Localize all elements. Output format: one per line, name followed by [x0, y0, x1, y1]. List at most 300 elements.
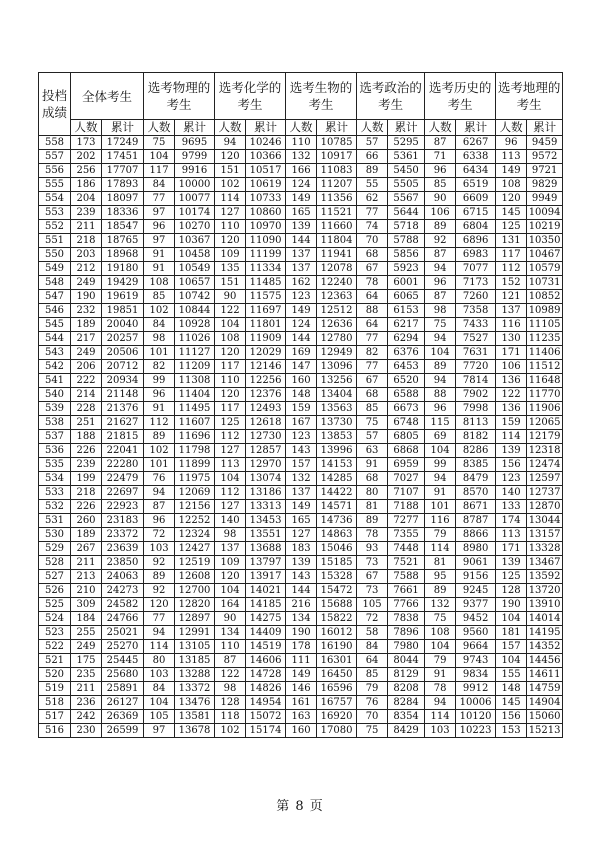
cumulative-cell: 16190 [317, 640, 357, 654]
count-header: 人数 [357, 120, 388, 136]
score-cell: 552 [39, 220, 71, 234]
cumulative-cell: 9572 [527, 150, 563, 164]
cumulative-cell: 13372 [175, 682, 215, 696]
score-cell: 517 [39, 710, 71, 724]
cumulative-cell: 22280 [102, 458, 144, 472]
count-cell: 84 [144, 318, 175, 332]
cumulative-cell: 13688 [246, 542, 286, 556]
count-cell: 181 [496, 626, 527, 640]
cumulative-cell: 6294 [388, 332, 425, 346]
cumulative-cell: 14863 [317, 528, 357, 542]
score-cell: 543 [39, 346, 71, 360]
count-cell: 211 [71, 556, 102, 570]
count-cell: 73 [357, 556, 388, 570]
cumulative-cell: 16301 [317, 654, 357, 668]
cumulative-cell: 20040 [102, 318, 144, 332]
count-cell: 167 [286, 416, 317, 430]
count-cell: 137 [286, 262, 317, 276]
count-cell: 94 [144, 626, 175, 640]
cumulative-cell: 25270 [102, 640, 144, 654]
cumulative-cell: 6715 [456, 206, 496, 220]
cumulative-cell: 12608 [175, 570, 215, 584]
cumulative-cell: 11105 [527, 318, 563, 332]
count-cell: 156 [496, 710, 527, 724]
cumulative-cell: 10579 [527, 262, 563, 276]
count-cell: 218 [71, 486, 102, 500]
cumulative-header: 累计 [527, 120, 563, 136]
cumulative-cell: 12146 [246, 360, 286, 374]
cumulative-cell: 12991 [175, 626, 215, 640]
cumulative-cell: 7277 [388, 514, 425, 528]
count-cell: 206 [71, 360, 102, 374]
count-cell: 202 [71, 150, 102, 164]
cumulative-cell: 12512 [317, 304, 357, 318]
table-row [39, 472, 563, 486]
cumulative-cell: 12857 [246, 444, 286, 458]
count-cell: 151 [215, 276, 246, 290]
cumulative-cell: 6805 [388, 430, 425, 444]
cumulative-cell: 6519 [456, 178, 496, 192]
count-cell: 110 [286, 136, 317, 150]
cumulative-cell: 12519 [175, 556, 215, 570]
cumulative-cell: 15213 [527, 724, 563, 738]
count-cell: 101 [144, 458, 175, 472]
cumulative-cell: 13096 [317, 360, 357, 374]
cumulative-cell: 6434 [456, 164, 496, 178]
score-cell: 553 [39, 206, 71, 220]
count-cell: 120 [215, 150, 246, 164]
cumulative-cell: 14409 [246, 626, 286, 640]
cumulative-cell: 18968 [102, 248, 144, 262]
count-cell: 69 [425, 430, 456, 444]
cumulative-cell: 12376 [246, 388, 286, 402]
count-cell: 131 [496, 234, 527, 248]
count-cell: 89 [425, 220, 456, 234]
cumulative-cell: 6588 [388, 388, 425, 402]
count-cell: 94 [144, 486, 175, 500]
cumulative-cell: 15688 [317, 598, 357, 612]
count-cell: 108 [425, 626, 456, 640]
cumulative-cell: 8385 [456, 458, 496, 472]
cumulative-cell: 13404 [317, 388, 357, 402]
count-cell: 85 [144, 290, 175, 304]
count-cell: 232 [71, 304, 102, 318]
count-cell: 94 [425, 696, 456, 710]
cumulative-cell: 13592 [527, 570, 563, 584]
cumulative-cell: 9560 [456, 626, 496, 640]
cumulative-cell: 6609 [456, 192, 496, 206]
count-cell: 260 [71, 514, 102, 528]
score-cell: 531 [39, 514, 71, 528]
count-cell: 239 [71, 206, 102, 220]
cumulative-cell: 9949 [527, 192, 563, 206]
count-cell: 164 [215, 598, 246, 612]
table-row [39, 206, 563, 220]
count-cell: 123 [286, 290, 317, 304]
count-cell: 115 [425, 416, 456, 430]
count-cell: 67 [357, 570, 388, 584]
count-cell: 79 [425, 654, 456, 668]
table-row [39, 360, 563, 374]
cumulative-cell: 11026 [175, 332, 215, 346]
count-cell: 213 [71, 570, 102, 584]
count-cell: 148 [496, 682, 527, 696]
count-cell: 249 [71, 346, 102, 360]
count-cell: 251 [71, 416, 102, 430]
cumulative-cell: 15060 [527, 710, 563, 724]
cumulative-cell: 12179 [527, 430, 563, 444]
cumulative-cell: 10270 [175, 220, 215, 234]
count-cell: 113 [496, 528, 527, 542]
count-cell: 92 [144, 556, 175, 570]
cumulative-cell: 14195 [527, 626, 563, 640]
table-row [39, 430, 563, 444]
count-cell: 120 [144, 598, 175, 612]
cumulative-cell: 9695 [175, 136, 215, 150]
count-cell: 85 [357, 402, 388, 416]
score-cell: 532 [39, 500, 71, 514]
cumulative-cell: 11648 [527, 374, 563, 388]
cumulative-cell: 5644 [388, 206, 425, 220]
table-row [39, 570, 563, 584]
count-cell: 122 [215, 668, 246, 682]
cumulative-cell: 11207 [317, 178, 357, 192]
count-cell: 113 [215, 458, 246, 472]
cumulative-cell: 12078 [317, 262, 357, 276]
table-row [39, 304, 563, 318]
cumulative-cell: 8113 [456, 416, 496, 430]
count-cell: 106 [496, 360, 527, 374]
cumulative-cell: 7896 [388, 626, 425, 640]
count-cell: 110 [215, 640, 246, 654]
count-cell: 124 [286, 318, 317, 332]
count-cell: 149 [496, 164, 527, 178]
count-cell: 78 [425, 682, 456, 696]
count-cell: 97 [144, 724, 175, 738]
count-cell: 77 [144, 192, 175, 206]
cumulative-cell: 8208 [388, 682, 425, 696]
header-row-groups [39, 73, 563, 120]
count-cell: 57 [357, 136, 388, 150]
cumulative-cell: 22697 [102, 486, 144, 500]
cumulative-cell: 14826 [246, 682, 286, 696]
cumulative-cell: 9721 [527, 164, 563, 178]
score-cell: 537 [39, 430, 71, 444]
score-cell: 530 [39, 528, 71, 542]
score-cell: 558 [39, 136, 71, 150]
count-cell: 236 [71, 696, 102, 710]
cumulative-cell: 10733 [246, 192, 286, 206]
cumulative-cell: 13910 [527, 598, 563, 612]
group-header-geography: 选考地理的考生 [496, 73, 563, 120]
cumulative-cell: 10120 [456, 710, 496, 724]
count-cell: 121 [496, 290, 527, 304]
score-cell: 540 [39, 388, 71, 402]
table-row [39, 640, 563, 654]
cumulative-cell: 20934 [102, 374, 144, 388]
count-cell: 94 [425, 374, 456, 388]
table-row [39, 136, 563, 150]
count-cell: 137 [496, 304, 527, 318]
cumulative-cell: 9743 [456, 654, 496, 668]
cumulative-cell: 11607 [175, 416, 215, 430]
count-header: 人数 [215, 120, 246, 136]
count-cell: 102 [215, 178, 246, 192]
count-cell: 173 [71, 136, 102, 150]
cumulative-cell: 5295 [388, 136, 425, 150]
table-row [39, 318, 563, 332]
count-cell: 117 [144, 164, 175, 178]
cumulative-cell: 12240 [317, 276, 357, 290]
count-cell: 249 [71, 276, 102, 290]
cumulative-cell: 11697 [246, 304, 286, 318]
count-cell: 309 [71, 598, 102, 612]
cumulative-cell: 11798 [175, 444, 215, 458]
cumulative-cell: 25021 [102, 626, 144, 640]
cumulative-cell: 13074 [246, 472, 286, 486]
table-row [39, 654, 563, 668]
score-distribution-table [38, 72, 563, 738]
count-cell: 105 [144, 710, 175, 724]
count-cell: 102 [144, 444, 175, 458]
cumulative-cell: 6748 [388, 416, 425, 430]
cumulative-cell: 14571 [317, 500, 357, 514]
count-cell: 72 [357, 612, 388, 626]
score-cell: 523 [39, 626, 71, 640]
count-cell: 98 [425, 304, 456, 318]
count-cell: 108 [144, 276, 175, 290]
cumulative-cell: 16757 [317, 696, 357, 710]
cumulative-cell: 16012 [317, 626, 357, 640]
cumulative-cell: 5923 [388, 262, 425, 276]
cumulative-header: 累计 [388, 120, 425, 136]
cumulative-cell: 17707 [102, 164, 144, 178]
cumulative-cell: 13853 [317, 430, 357, 444]
cumulative-cell: 10619 [246, 178, 286, 192]
count-cell: 144 [286, 234, 317, 248]
group-header-all: 全体考生 [71, 73, 144, 120]
cumulative-cell: 16920 [317, 710, 357, 724]
cumulative-cell: 12949 [317, 346, 357, 360]
score-cell: 538 [39, 416, 71, 430]
score-cell: 522 [39, 640, 71, 654]
count-cell: 149 [286, 500, 317, 514]
count-cell: 249 [71, 640, 102, 654]
score-cell: 516 [39, 724, 71, 738]
cumulative-cell: 14275 [246, 612, 286, 626]
score-cell: 550 [39, 248, 71, 262]
score-cell: 544 [39, 332, 71, 346]
cumulative-cell: 11975 [175, 472, 215, 486]
count-cell: 95 [425, 570, 456, 584]
cumulative-header: 累计 [246, 120, 286, 136]
cumulative-cell: 12737 [527, 486, 563, 500]
count-cell: 70 [357, 710, 388, 724]
cumulative-cell: 12618 [246, 416, 286, 430]
cumulative-cell: 13467 [527, 556, 563, 570]
group-header-biology: 选考生物的考生 [286, 73, 357, 120]
cumulative-cell: 7188 [388, 500, 425, 514]
count-cell: 91 [144, 262, 175, 276]
count-cell: 75 [144, 136, 175, 150]
count-cell: 77 [357, 206, 388, 220]
cumulative-cell: 5450 [388, 164, 425, 178]
count-cell: 77 [144, 612, 175, 626]
cumulative-cell: 12427 [175, 542, 215, 556]
count-cell: 151 [215, 164, 246, 178]
cumulative-cell: 13185 [175, 654, 215, 668]
cumulative-cell: 7720 [456, 360, 496, 374]
count-cell: 94 [425, 262, 456, 276]
cumulative-cell: 13996 [317, 444, 357, 458]
cumulative-cell: 26127 [102, 696, 144, 710]
count-cell: 87 [215, 654, 246, 668]
cumulative-cell: 6267 [456, 136, 496, 150]
cumulative-cell: 20257 [102, 332, 144, 346]
cumulative-cell: 10219 [527, 220, 563, 234]
cumulative-cell: 13313 [246, 500, 286, 514]
cumulative-cell: 11083 [317, 164, 357, 178]
count-cell: 184 [71, 612, 102, 626]
count-cell: 80 [144, 654, 175, 668]
table-row [39, 248, 563, 262]
cumulative-cell: 7260 [456, 290, 496, 304]
cumulative-cell: 10077 [175, 192, 215, 206]
cumulative-cell: 10731 [527, 276, 563, 290]
cumulative-cell: 22041 [102, 444, 144, 458]
count-cell: 98 [215, 528, 246, 542]
cumulative-cell: 7980 [388, 640, 425, 654]
cumulative-cell: 14185 [246, 598, 286, 612]
count-cell: 123 [286, 430, 317, 444]
count-cell: 103 [425, 724, 456, 738]
count-cell: 256 [71, 164, 102, 178]
count-cell: 137 [215, 542, 246, 556]
count-cell: 127 [215, 206, 246, 220]
count-cell: 104 [425, 346, 456, 360]
cumulative-cell: 7838 [388, 612, 425, 626]
cumulative-cell: 25445 [102, 654, 144, 668]
cumulative-cell: 6376 [388, 346, 425, 360]
count-cell: 162 [286, 276, 317, 290]
count-cell: 85 [357, 668, 388, 682]
count-cell: 117 [496, 248, 527, 262]
cumulative-cell: 11512 [527, 360, 563, 374]
score-cell: 554 [39, 192, 71, 206]
cumulative-cell: 13917 [246, 570, 286, 584]
cumulative-cell: 12636 [317, 318, 357, 332]
cumulative-cell: 19619 [102, 290, 144, 304]
cumulative-cell: 13476 [175, 696, 215, 710]
count-cell: 217 [71, 332, 102, 346]
cumulative-cell: 11308 [175, 374, 215, 388]
count-cell: 118 [215, 710, 246, 724]
cumulative-cell: 11334 [246, 262, 286, 276]
cumulative-cell: 7355 [388, 528, 425, 542]
cumulative-cell: 8284 [388, 696, 425, 710]
count-cell: 104 [144, 150, 175, 164]
count-cell: 79 [357, 682, 388, 696]
count-cell: 214 [71, 388, 102, 402]
cumulative-cell: 14021 [246, 584, 286, 598]
cumulative-cell: 6338 [456, 150, 496, 164]
cumulative-cell: 11485 [246, 276, 286, 290]
count-cell: 132 [286, 150, 317, 164]
count-cell: 97 [144, 206, 175, 220]
cumulative-cell: 24766 [102, 612, 144, 626]
cumulative-cell: 10860 [246, 206, 286, 220]
count-cell: 226 [71, 444, 102, 458]
count-cell: 82 [144, 360, 175, 374]
cumulative-cell: 9459 [527, 136, 563, 150]
cumulative-cell: 5567 [388, 192, 425, 206]
count-cell: 96 [144, 514, 175, 528]
cumulative-cell: 16596 [317, 682, 357, 696]
table-row [39, 164, 563, 178]
count-cell: 64 [357, 290, 388, 304]
cumulative-cell: 14606 [246, 654, 286, 668]
cumulative-cell: 11909 [246, 332, 286, 346]
count-cell: 149 [286, 192, 317, 206]
cumulative-cell: 14611 [527, 668, 563, 682]
count-cell: 78 [357, 528, 388, 542]
count-cell: 169 [286, 346, 317, 360]
cumulative-cell: 11575 [246, 290, 286, 304]
count-cell: 77 [357, 360, 388, 374]
table-row [39, 276, 563, 290]
count-cell: 123 [496, 472, 527, 486]
count-cell: 87 [425, 248, 456, 262]
score-cell: 518 [39, 696, 71, 710]
count-cell: 145 [496, 696, 527, 710]
cumulative-cell: 9452 [456, 612, 496, 626]
cumulative-cell: 9916 [175, 164, 215, 178]
cumulative-cell: 7998 [456, 402, 496, 416]
count-cell: 199 [71, 472, 102, 486]
cumulative-cell: 24582 [102, 598, 144, 612]
count-cell: 166 [286, 164, 317, 178]
count-cell: 112 [496, 262, 527, 276]
cumulative-cell: 8787 [456, 514, 496, 528]
cumulative-cell: 15046 [317, 542, 357, 556]
count-cell: 82 [357, 346, 388, 360]
count-cell: 71 [425, 150, 456, 164]
cumulative-cell: 15072 [246, 710, 286, 724]
count-cell: 80 [357, 486, 388, 500]
score-cell: 534 [39, 472, 71, 486]
count-cell: 267 [71, 542, 102, 556]
cumulative-cell: 13551 [246, 528, 286, 542]
count-cell: 111 [286, 654, 317, 668]
cumulative-cell: 11899 [175, 458, 215, 472]
count-header: 人数 [71, 120, 102, 136]
cumulative-cell: 7527 [456, 332, 496, 346]
count-cell: 96 [425, 164, 456, 178]
cumulative-cell: 7173 [456, 276, 496, 290]
table-row [39, 220, 563, 234]
count-cell: 203 [71, 248, 102, 262]
cumulative-cell: 14519 [246, 640, 286, 654]
table-row [39, 262, 563, 276]
table-row [39, 150, 563, 164]
count-cell: 116 [425, 514, 456, 528]
cumulative-cell: 10350 [527, 234, 563, 248]
cumulative-cell: 10223 [456, 724, 496, 738]
cumulative-cell: 25680 [102, 668, 144, 682]
cumulative-cell: 5718 [388, 220, 425, 234]
score-cell: 533 [39, 486, 71, 500]
cumulative-cell: 23372 [102, 528, 144, 542]
